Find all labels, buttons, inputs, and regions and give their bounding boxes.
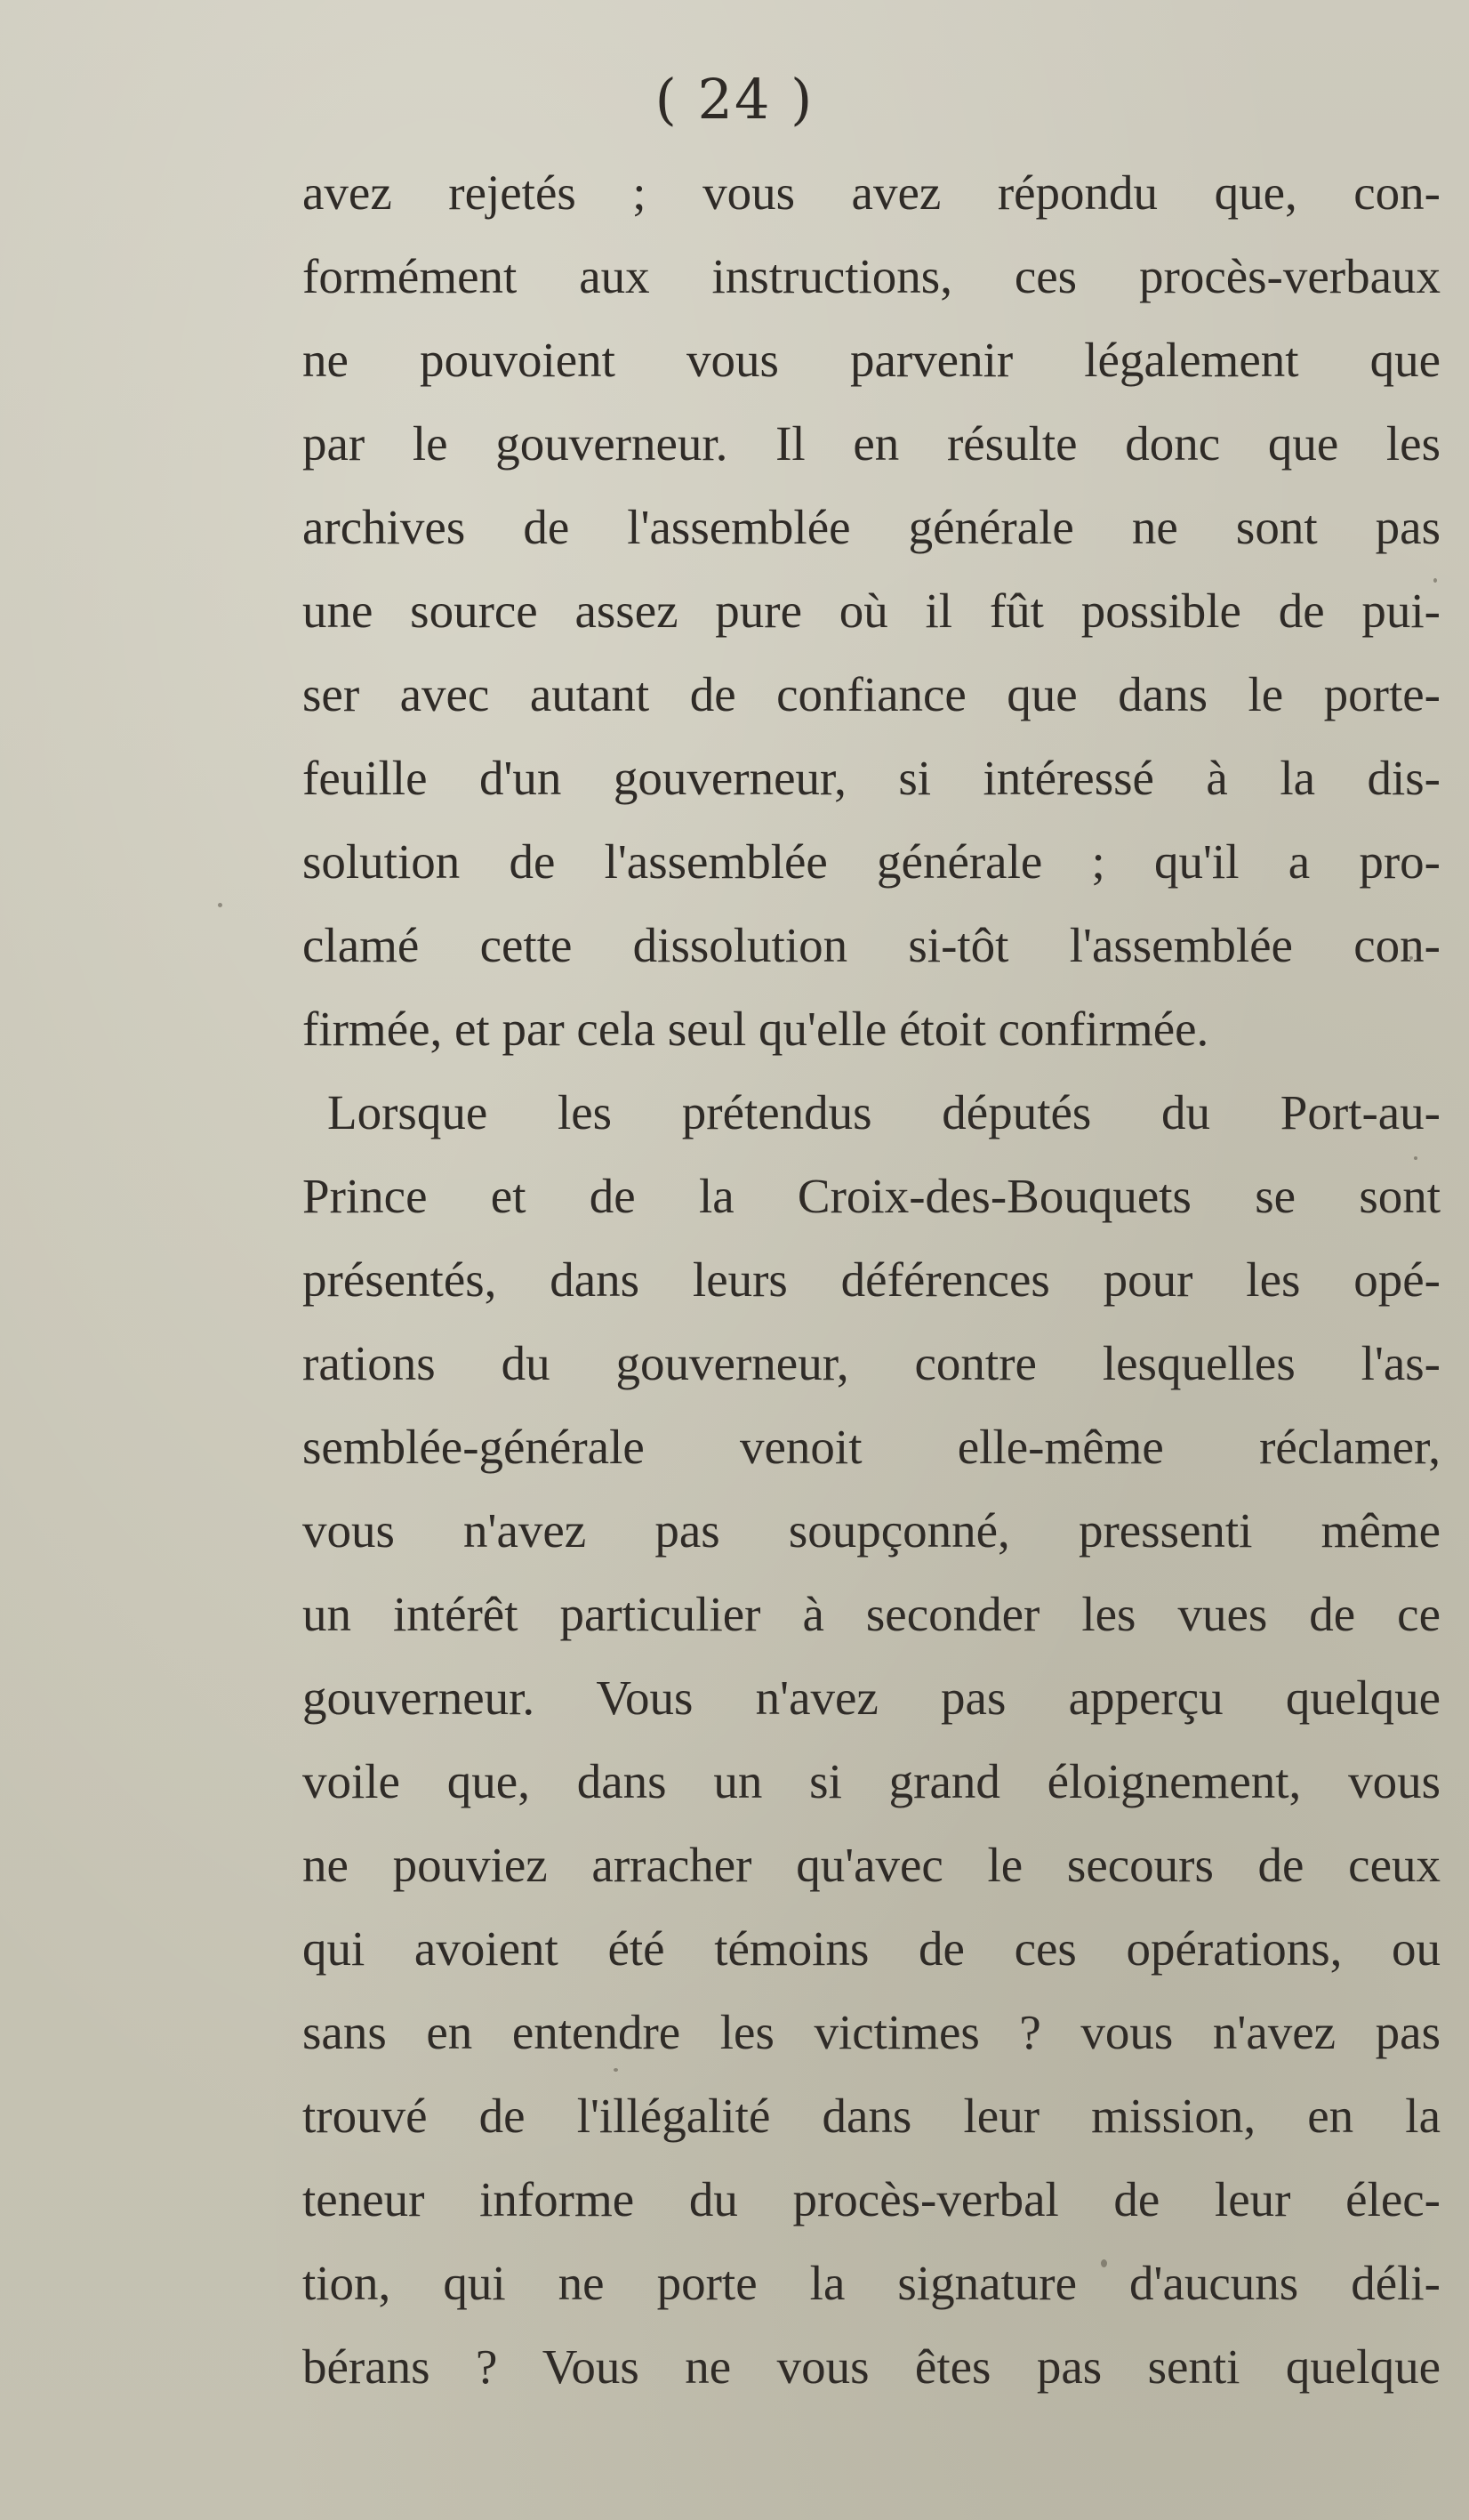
text-line: feuille d'un gouverneur, si intéressé à la dis-: [302, 751, 1441, 805]
text-line: sans en entendre les victimes ? vous n'avez pas: [302, 2005, 1441, 2059]
text-line: firmée, et par cela seul qu'elle étoit confirmée.: [302, 1002, 1209, 1056]
text-line: qui avoient été témoins de ces opérations, ou: [302, 1921, 1441, 1976]
text-line: clamé cette dissolution si-tôt l'assemblée con-: [302, 918, 1441, 972]
text-line: formément aux instructions, ces procès-verbaux: [302, 249, 1441, 303]
text-line: Prince et de la Croix-des-Bouquets se sont: [302, 1169, 1441, 1223]
text-line: gouverneur. Vous n'avez pas apperçu quelque: [302, 1671, 1441, 1725]
body-text: [302, 151, 1441, 2409]
text-line: un intérêt particulier à seconder les vues de ce: [302, 1587, 1441, 1641]
text-line: présentés, dans leurs déférences pour les opé-: [302, 1252, 1441, 1307]
text-line: tion, qui ne porte la signature d'aucuns déli-: [302, 2256, 1441, 2310]
text-line: ne pouviez arracher qu'avec le secours de ceux: [302, 1838, 1441, 1892]
text-line: voile que, dans un si grand éloignement, vous: [302, 1754, 1441, 1808]
text-line: Lorsque les prétendus députés du Port-au-: [327, 1085, 1441, 1139]
text-line: rations du gouverneur, contre lesquelles l'as-: [302, 1336, 1441, 1390]
text-line: par le gouverneur. Il en résulte donc que les: [302, 416, 1441, 471]
text-line: une source assez pure où il fût possible de pui-: [302, 584, 1441, 638]
text-line: semblée-générale venoit elle-même réclamer,: [302, 1420, 1441, 1474]
text-line: archives de l'assemblée générale ne sont pas: [302, 500, 1441, 554]
text-line: solution de l'assemblée générale ; qu'il a pro-: [302, 834, 1441, 889]
text-line: teneur informe du procès-verbal de leur élec-: [302, 2172, 1441, 2226]
text-line: ser avec autant de confiance que dans le porte-: [302, 667, 1441, 721]
text-line: ne pouvoient vous parvenir légalement que: [302, 333, 1441, 387]
text-line: bérans ? Vous ne vous êtes pas senti quelque: [302, 2339, 1441, 2394]
page-number: ( 24 ): [654, 67, 815, 132]
text-line: vous n'avez pas soupçonné, pressenti même: [302, 1503, 1441, 1558]
text-line: trouvé de l'illégalité dans leur mission, en la: [302, 2089, 1441, 2143]
text-line: avez rejetés ; vous avez répondu que, con-: [302, 165, 1441, 220]
paper-speck: [218, 903, 222, 907]
